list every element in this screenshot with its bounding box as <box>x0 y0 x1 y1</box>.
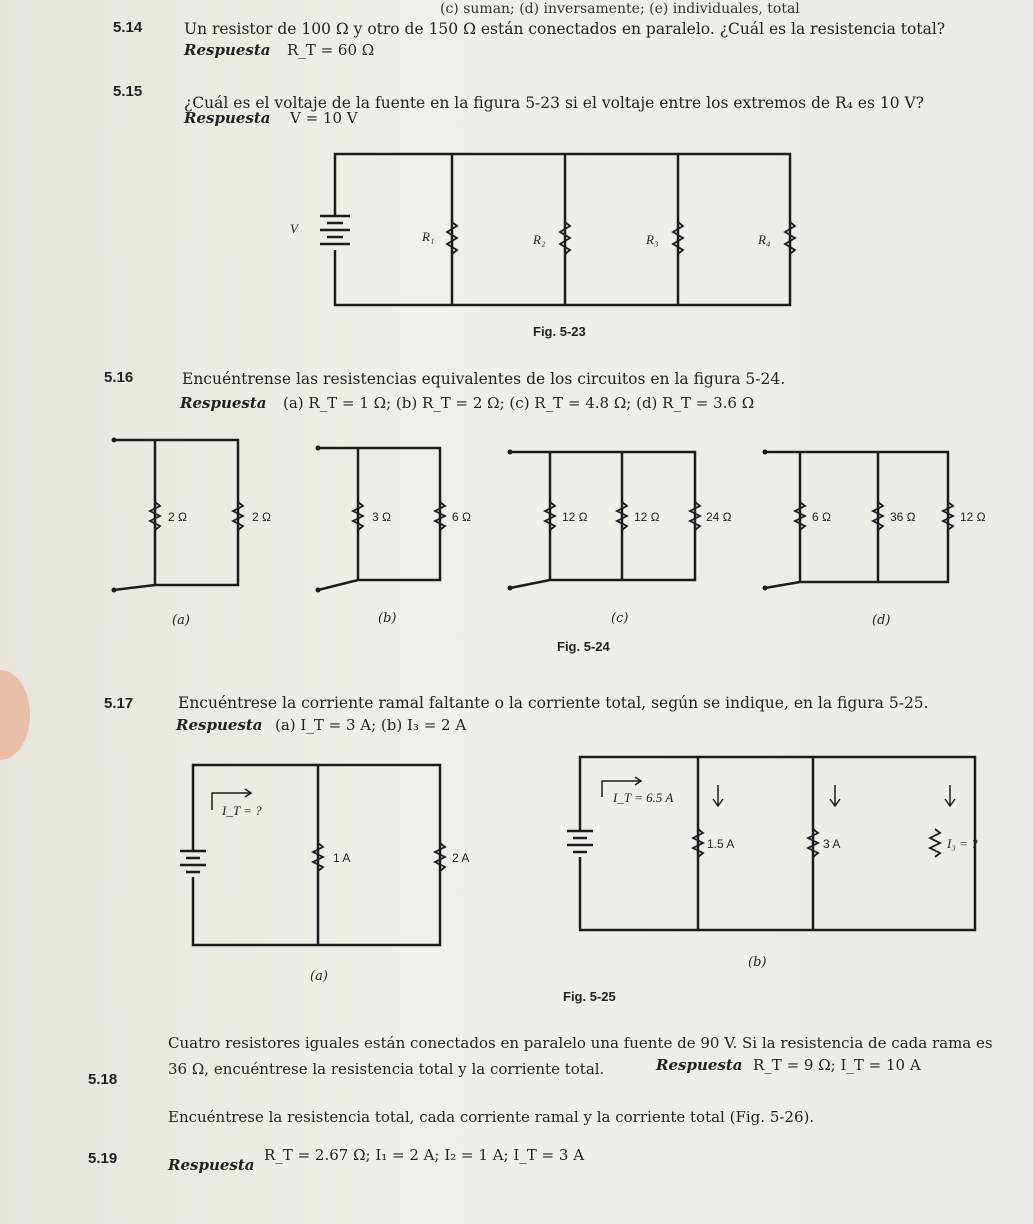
caption-fig-5-24: Fig. 5-24 <box>557 639 610 654</box>
battery-symbol-b <box>567 831 593 852</box>
problem-text-5-14: Un resistor de 100 Ω y otro de 150 Ω están conectados en paralelo. ¿Cuál es la resistencia total? <box>184 20 946 38</box>
problem-text-5-17: Encuéntrese la corriente ramal faltante o la corriente total, según se indique, en la figura 5-25. <box>178 694 929 712</box>
figure-5-23-circuit <box>280 140 820 315</box>
label-5-25a: (a) <box>310 969 328 984</box>
d-res-1: 6 Ω <box>812 510 831 524</box>
answer-label-5-15: Respuesta <box>184 109 271 127</box>
label-5-25b: (b) <box>748 955 767 970</box>
battery-symbol-a <box>180 851 206 872</box>
circuit-5-24d <box>763 450 986 591</box>
problem-number-5-19: 5.19 <box>88 1150 118 1167</box>
problem-number-5-18: 5.18 <box>88 1071 118 1088</box>
current-arrows <box>713 785 955 806</box>
label-5-24a: (a) <box>172 613 190 628</box>
caption-fig-5-23: Fig. 5-23 <box>533 324 586 339</box>
d-res-3: 12 Ω <box>960 510 986 524</box>
problem-text-5-18-line1: Cuatro resistores iguales están conectados en paralelo una fuente de 90 V. Si la resistencia de cada rama es <box>168 1034 993 1052</box>
a-res-1: 2 Ω <box>168 510 187 524</box>
answer-5-18: R_T = 9 Ω; I_T = 10 A <box>753 1056 921 1074</box>
figure-5-24-circuits <box>100 430 1000 630</box>
circuit-5-24b <box>316 446 472 593</box>
battery-symbol <box>320 216 350 244</box>
problem-text-5-18-line2: 36 Ω, encuéntrese la resistencia total y la corriente total. <box>168 1060 605 1078</box>
answer-5-17: (a) I_T = 3 A; (b) I₃ = 2 A <box>275 716 467 734</box>
problem-number-5-15: 5.15 <box>113 83 143 100</box>
problem-text-5-16: Encuéntrense las resistencias equivalentes de los circuitos en la figura 5-24. <box>182 370 786 388</box>
answer-label-5-17: Respuesta <box>176 716 263 734</box>
answer-label-5-16: Respuesta <box>180 394 267 412</box>
a-branch-1: 1 A <box>333 851 351 865</box>
figure-5-25b-circuit <box>555 745 1015 945</box>
label-r4: R₄ <box>758 232 771 247</box>
answer-label-5-18: Respuesta <box>656 1056 743 1074</box>
b-branch-2: 3 A <box>823 837 841 851</box>
circuit-5-24a <box>112 438 272 593</box>
problem-number-5-17: 5.17 <box>104 695 134 712</box>
c-res-1: 12 Ω <box>562 510 588 524</box>
finger-shadow <box>0 670 30 760</box>
b-branch-3: I₃ = ? <box>947 836 978 851</box>
answer-label-5-14: Respuesta <box>184 41 271 59</box>
b-total-current: I_T = 6.5 A <box>613 790 674 805</box>
answer-5-16: (a) R_T = 1 Ω; (b) R_T = 2 Ω; (c) R_T = 4.8 Ω; (d) R_T = 3.6 Ω <box>283 394 755 412</box>
a-total-current: I_T = ? <box>222 803 262 818</box>
d-res-2: 36 Ω <box>890 510 916 524</box>
problem-number-5-16: 5.16 <box>104 369 134 386</box>
label-r2: R₂ <box>533 232 546 247</box>
b-branch-1: 1.5 A <box>707 837 735 851</box>
answer-label-5-19: Respuesta <box>168 1156 255 1174</box>
c-res-2: 12 Ω <box>634 510 660 524</box>
a-branch-2: 2 A <box>452 851 470 865</box>
label-5-24d: (d) <box>872 613 891 628</box>
label-5-24c: (c) <box>611 611 629 626</box>
caption-fig-5-25: Fig. 5-25 <box>563 989 616 1004</box>
answer-5-19: R_T = 2.67 Ω; I₁ = 2 A; I₂ = 1 A; I_T = 3 A <box>264 1146 585 1164</box>
label-r1: R₁ <box>422 229 435 244</box>
b-res-2: 6 Ω <box>452 510 471 524</box>
figure-5-25a-circuit <box>150 755 470 965</box>
source-label-V: V <box>290 221 298 236</box>
b-res-1: 3 Ω <box>372 510 391 524</box>
answer-5-14: R_T = 60 Ω <box>287 41 375 59</box>
label-5-24b: (b) <box>378 611 397 626</box>
problem-text-5-15: ¿Cuál es el voltaje de la fuente en la figura 5-23 si el voltaje entre los extremos de R₄ es 10 V? <box>184 94 924 112</box>
answer-5-15: V = 10 V <box>290 109 358 127</box>
c-res-3: 24 Ω <box>706 510 732 524</box>
circuit-5-24c <box>508 450 732 591</box>
label-r3: R₃ <box>646 232 659 247</box>
a-res-2: 2 Ω <box>252 510 271 524</box>
problem-number-5-14: 5.14 <box>113 19 143 36</box>
top-partial-line: (c) suman; (d) inversamente; (e) individuales, total <box>440 1 800 17</box>
problem-text-5-19: Encuéntrese la resistencia total, cada corriente ramal y la corriente total (Fig. 5-26). <box>168 1108 815 1126</box>
